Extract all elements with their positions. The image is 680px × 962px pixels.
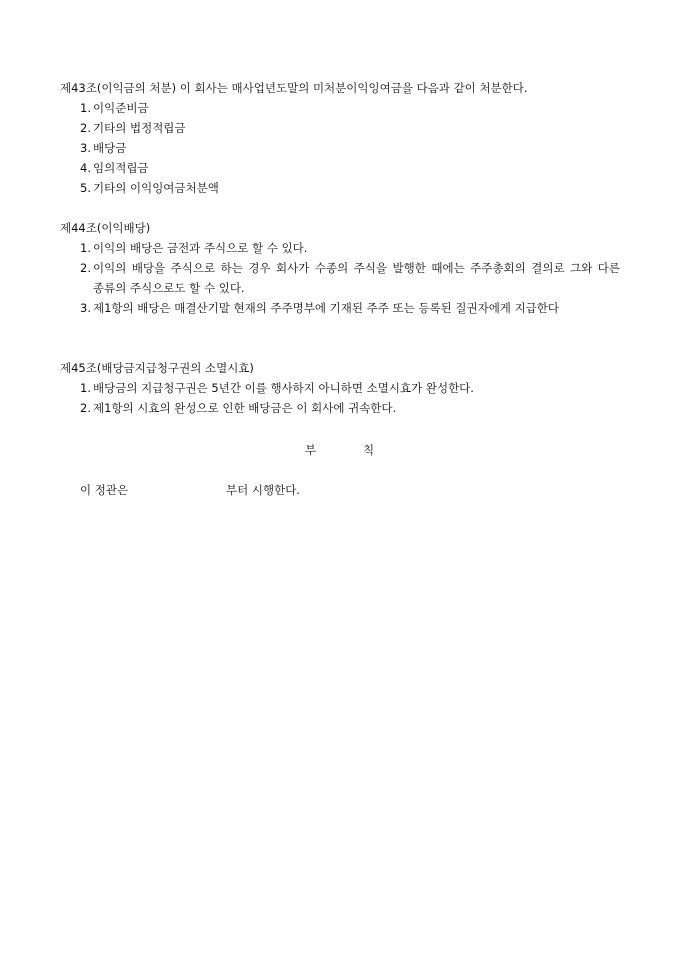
item-number: 2. xyxy=(80,261,91,275)
item-number: 2. xyxy=(80,401,91,415)
list-item xyxy=(60,98,620,118)
item-text: 기타의 이익잉여금처분액 xyxy=(93,181,219,195)
item-text: 이익의 배당은 금전과 주식으로 할 수 있다. xyxy=(93,241,308,255)
article-44-title: 제44조(이익배당) xyxy=(60,221,151,235)
supplementary-title-left: 부 xyxy=(305,443,317,457)
item-number: 1. xyxy=(80,241,91,255)
item-number: 1. xyxy=(80,381,91,395)
item-number: 2. xyxy=(80,121,91,135)
list-item xyxy=(60,298,620,318)
item-number: 4. xyxy=(80,161,91,175)
item-number: 1. xyxy=(80,101,91,115)
item-text: 제1항의 시효의 완성으로 인한 배당금은 이 회사에 귀속한다. xyxy=(93,401,397,415)
article-44 xyxy=(60,218,620,318)
list-item xyxy=(60,158,620,178)
item-number: 5. xyxy=(80,181,91,195)
item-text: 기타의 법정적립금 xyxy=(93,121,186,135)
article-43-items xyxy=(60,98,620,198)
list-item xyxy=(60,118,620,138)
item-text: 이익의 배당을 주식으로 하는 경우 회사가 수종의 주식을 발행한 때에는 주주총회의 결의로 그와 다른 종류의 주식으로도 할 수 있다. xyxy=(93,261,620,295)
list-item xyxy=(60,398,620,418)
list-item xyxy=(60,258,620,298)
item-text: 임의적립금 xyxy=(93,161,149,175)
list-item xyxy=(60,378,620,398)
list-item xyxy=(60,138,620,158)
item-number: 3. xyxy=(80,301,91,315)
effective-text-before: 이 정관은 xyxy=(80,483,129,497)
article-45-items xyxy=(60,378,620,418)
effective-text-after: 부터 시행한다. xyxy=(226,483,300,497)
item-number: 3. xyxy=(80,141,91,155)
article-45-title: 제45조(배당금지급청구권의 소멸시효) xyxy=(60,361,254,375)
list-item xyxy=(60,238,620,258)
article-44-items xyxy=(60,238,620,318)
article-43 xyxy=(60,78,620,198)
article-43-title: 제43조(이익금의 처분) 이 회사는 매사업년도말의 미처분이익잉여금을 다음과 같이 처분한다. xyxy=(60,81,528,95)
list-item xyxy=(60,178,620,198)
item-text: 제1항의 배당은 매결산기말 현재의 주주명부에 기재된 주주 또는 등록된 질권자에게 지급한다 xyxy=(93,301,560,315)
article-45 xyxy=(60,358,620,418)
effective-date-clause xyxy=(80,480,300,500)
item-text: 이익준비금 xyxy=(93,101,149,115)
item-text: 배당금 xyxy=(93,141,127,155)
item-text: 배당금의 지급청구권은 5년간 이를 행사하지 아니하면 소멸시효가 완성한다. xyxy=(93,381,474,395)
supplementary-title-right: 칙 xyxy=(363,443,375,457)
